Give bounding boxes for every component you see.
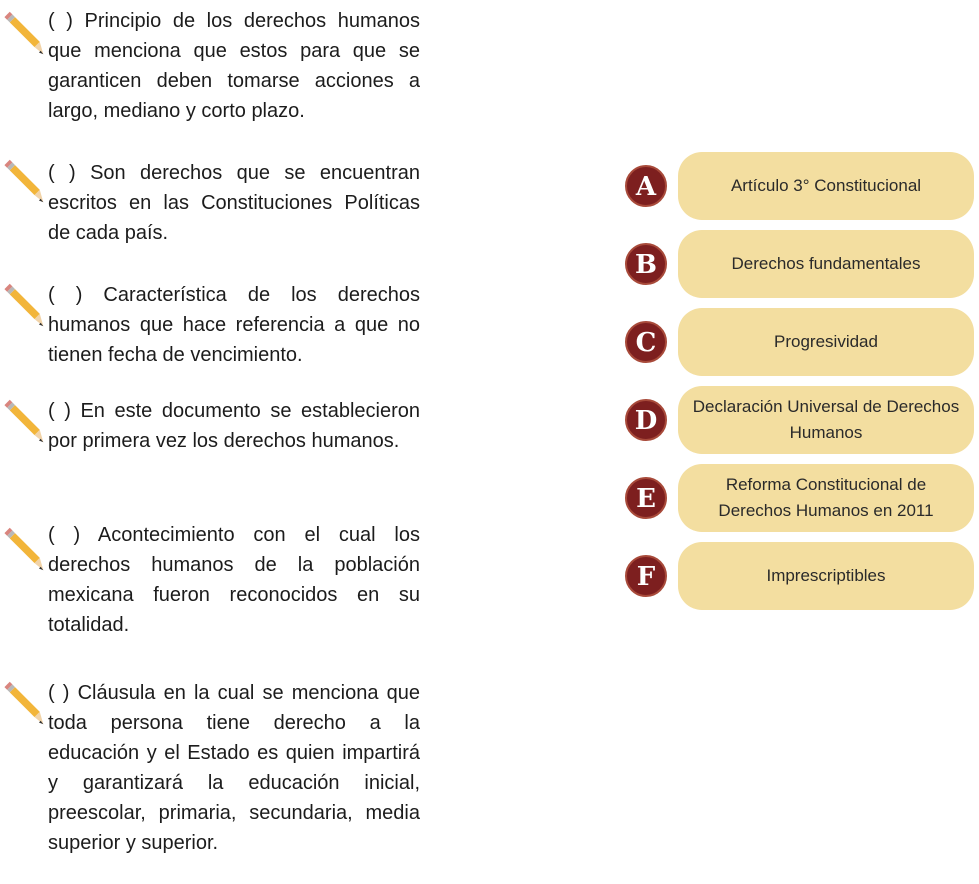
pencil-icon [0,282,46,328]
svg-text:F: F [636,562,656,592]
option-label: Imprescriptibles [678,542,974,610]
svg-text:C: C [635,328,657,358]
letter-badge-icon [624,554,668,598]
option-label: Declaración Universal de Derechos Humanos [678,386,974,454]
option-label: Derechos fundamentales [678,230,974,298]
pencil-icon [0,680,46,726]
pencil-icon [0,158,46,204]
pencil-icon [0,10,46,56]
question-5: ( ) Acontecimiento con el cual los derechos humanos de la población mexicana fueron reconocidos en su totalidad. [48,524,420,636]
option-label: Artículo 3° Constitucional [678,152,974,220]
option-a [624,152,979,224]
option-label: Progresividad [678,308,974,376]
question-4: ( ) En este documento se establecieron por primera vez los derechos humanos. [48,400,420,452]
letter-badge-icon [624,476,668,520]
question-3: ( ) Característica de los derechos humanos que hace referencia a que no tienen fecha de vencimiento. [48,284,420,366]
svg-text:A: A [635,172,657,202]
option-label: Reforma Constitucional de Derechos Humanos en 2011 [678,464,974,532]
option-c [624,308,979,380]
letter-badge-icon [624,320,668,364]
letter-badge-icon [624,242,668,286]
svg-text:E: E [636,484,656,514]
question-2: ( ) Son derechos que se encuentran escritos en las Constituciones Políticas de cada país. [48,162,420,244]
svg-text:B: B [635,250,657,280]
question-1: ( ) Principio de los derechos humanos que menciona que estos para que se garanticen deben tomarse acciones a largo, mediano y corto plazo. [48,10,420,122]
option-e [624,464,979,536]
option-f [624,542,979,614]
letter-badge-icon [624,164,668,208]
svg-text:D: D [634,406,658,436]
option-b [624,230,979,302]
pencil-icon [0,398,46,444]
letter-badge-icon [624,398,668,442]
pencil-icon [0,526,46,572]
question-6: ( ) Cláusula en la cual se menciona que toda persona tiene derecho a la educación y el Estado es quien impartirá y garantizará la educación inicial, preescolar, primaria, secundaria, media superior y superior. [48,682,420,854]
option-d [624,386,979,458]
